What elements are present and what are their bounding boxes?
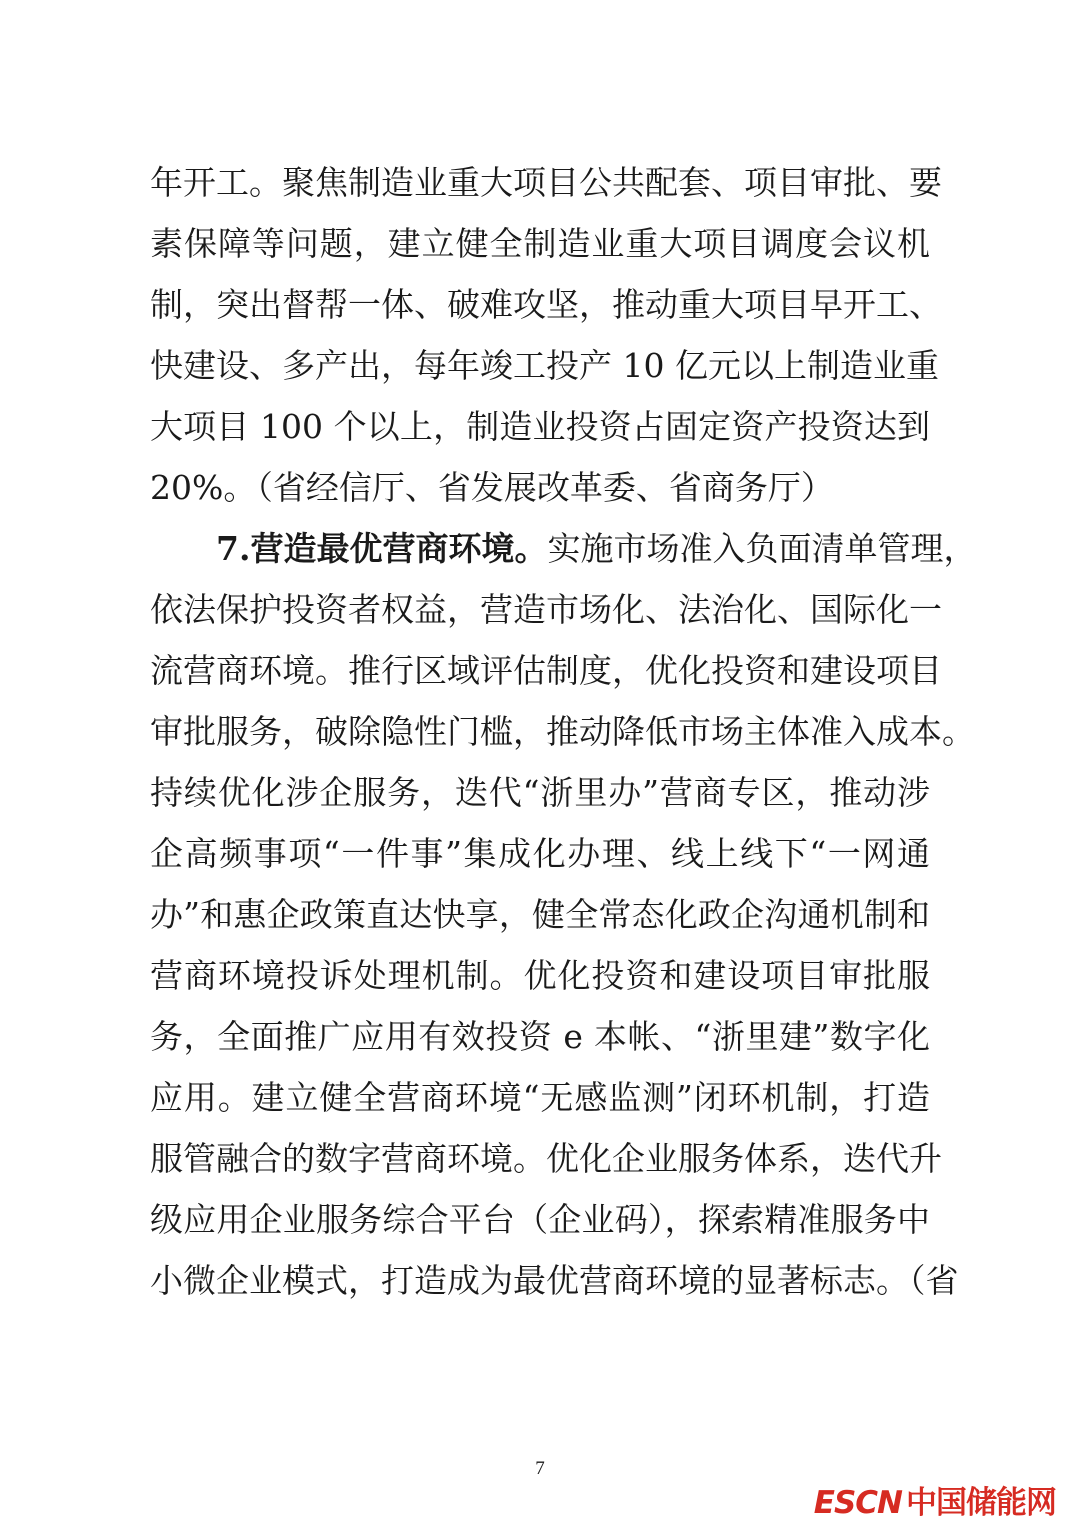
document-body bbox=[150, 152, 977, 1311]
paragraph-line: 办”和惠企政策直达快享，健全常态化政企沟通机制和 bbox=[150, 895, 930, 934]
section-heading: 7.营造最优营商环境。 bbox=[216, 529, 548, 568]
watermark-brand: ESCN bbox=[813, 1485, 902, 1521]
paragraph-line: 企高频事项“一件事”集成化办理、线上线下“一网通 bbox=[150, 834, 930, 873]
paragraph-line: 应用。建立健全营商环境“无感监测”闭环机制，打造 bbox=[150, 1078, 930, 1117]
page-number: 7 bbox=[535, 1458, 545, 1479]
paragraph-line: 务，全面推广应用有效投资 e 本帐、“浙里建”数字化 bbox=[150, 1017, 930, 1056]
paragraph-line: 年开工。聚焦制造业重大项目公共配套、项目审批、要 bbox=[150, 163, 942, 202]
paragraph-line: 审批服务，破除隐性门槛，推动降低市场主体准入成本。 bbox=[150, 712, 975, 751]
paragraph-line: 级应用企业服务综合平台（企业码），探索精准服务中 bbox=[150, 1200, 930, 1239]
section-first-line bbox=[150, 518, 977, 579]
paragraph-line: 大项目 100 个以上，制造业投资占固定资产投资达到 bbox=[150, 407, 930, 446]
paragraph-line: 流营商环境。推行区域评估制度，优化投资和建设项目 bbox=[150, 651, 942, 690]
section-first-line-text: 实施市场准入负面清单管理， bbox=[547, 529, 977, 568]
escn-watermark-logo bbox=[814, 1486, 1056, 1520]
paragraph-line: 快建设、多产出，每年竣工投产 10 亿元以上制造业重 bbox=[150, 346, 939, 385]
paragraph-line: 持续优化涉企服务，迭代“浙里办”营商专区，推动涉 bbox=[150, 773, 930, 812]
paragraph-line: 小微企业模式，打造成为最优营商环境的显著标志。（省 bbox=[150, 1261, 959, 1300]
paragraph-line: 依法保护投资者权益，营造市场化、法治化、国际化一 bbox=[150, 590, 942, 629]
paragraph-line: 20%。（省经信厅、省发展改革委、省商务厅） bbox=[150, 468, 834, 507]
watermark-site-name: 中国储能网 bbox=[906, 1485, 1056, 1521]
paragraph-line: 制，突出督帮一体、破难攻坚，推动重大项目早开工、 bbox=[150, 285, 942, 324]
paragraph-line: 服管融合的数字营商环境。优化企业服务体系，迭代升 bbox=[150, 1139, 942, 1178]
paragraph-line: 素保障等问题，建立健全制造业重大项目调度会议机 bbox=[150, 224, 930, 263]
paragraph-line: 营商环境投诉处理机制。优化投资和建设项目审批服 bbox=[150, 956, 930, 995]
